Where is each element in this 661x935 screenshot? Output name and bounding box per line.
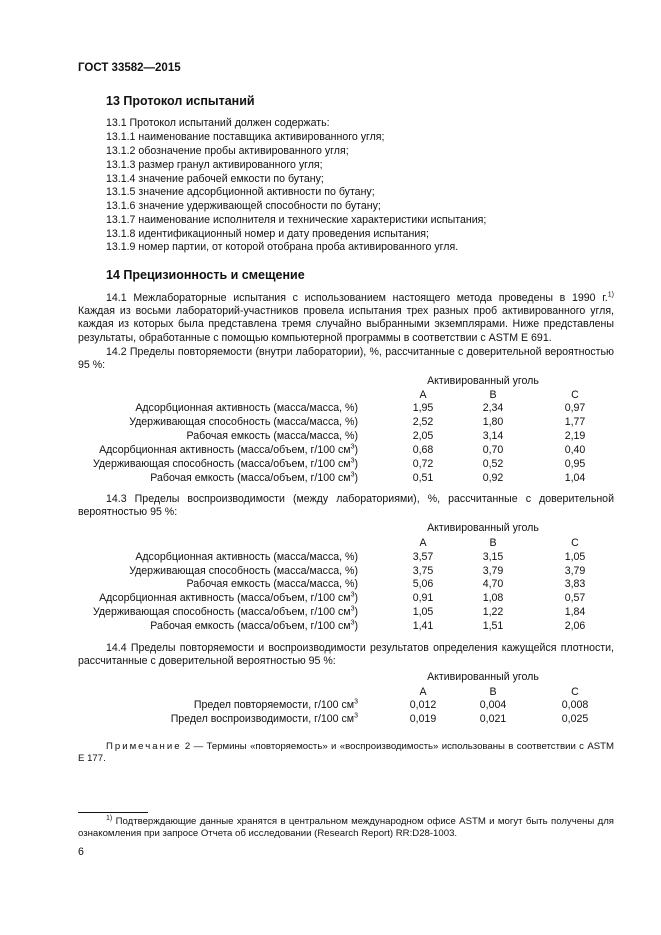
cell-a: 2,52 bbox=[412, 416, 434, 428]
cell-a: 1,95 bbox=[412, 402, 434, 414]
column-header: B bbox=[489, 686, 497, 698]
row-label: Рабочая емкость (масса/объем, г/100 $см^3$) bbox=[150, 618, 358, 632]
row-label: Рабочая емкость (масса/объем, г/100 $см^3$) bbox=[150, 471, 358, 484]
document-header: ГОСТ 33582—2015 bbox=[78, 62, 181, 74]
cell-c: 0,97 bbox=[564, 402, 586, 414]
table-row bbox=[78, 472, 614, 485]
row-label: Рабочая емкость (масса/масса, %) bbox=[186, 578, 358, 591]
cell-c: 3,79 bbox=[564, 564, 586, 577]
table-caption: Активированный уголь bbox=[427, 375, 539, 387]
cell-b: 1,22 bbox=[482, 605, 504, 618]
table-caption: Активированный уголь bbox=[427, 671, 539, 683]
cell-a: 1,41 bbox=[412, 619, 434, 632]
table-row bbox=[78, 430, 614, 443]
column-header: B bbox=[489, 389, 497, 401]
cell-b: 1,51 bbox=[482, 619, 504, 632]
list-item: 13.1.2 обозначение пробы активированного угля; bbox=[106, 145, 349, 157]
cell-a: 2,05 bbox=[412, 430, 434, 442]
cell-a: 0,012 bbox=[409, 699, 437, 711]
column-header: C bbox=[571, 537, 579, 549]
paragraph-14-1: 14.1 Межлабораторные испытания с использованием настоящего метода проведены в 1990 г.$^{1)}$ Каждая из восьми лабораторий-участников провела испытания трех разных проб активированного угля, каждая из которых была представлена тремя случайно выбранными экземплярами. Ниже представлены результаты, обработанные с помощью компьютерной программы в соответствии с ASTM E 691. bbox=[78, 291, 614, 344]
cell-c: 2,06 bbox=[564, 619, 586, 632]
cell-b: 3,15 bbox=[482, 551, 504, 563]
cell-c: 0,40 bbox=[564, 444, 586, 456]
page-number: 6 bbox=[78, 846, 84, 858]
list-item: 13.1.6 значение удерживающей способности по бутану; bbox=[106, 200, 381, 212]
cell-b: 0,70 bbox=[482, 444, 504, 456]
row-label: Рабочая емкость (масса/масса, %) bbox=[186, 430, 358, 442]
table-row bbox=[78, 444, 614, 457]
paragraph-14-3: 14.3 Пределы воспроизводимости (между лабораториями), %, рассчитанные с доверительной вероятностью 95 %: bbox=[78, 493, 614, 519]
table-header-row bbox=[78, 537, 614, 550]
footnote-divider bbox=[78, 812, 148, 813]
table-row bbox=[78, 620, 614, 633]
list-item: 13.1.5 значение адсорбционной активности по бутану; bbox=[106, 186, 375, 198]
cell-c: 0,95 bbox=[564, 458, 586, 470]
column-header: C bbox=[571, 686, 579, 698]
column-header: B bbox=[489, 537, 497, 549]
cell-b: 0,004 bbox=[479, 699, 507, 711]
cell-c: 1,84 bbox=[564, 605, 586, 618]
note-label: Примечание bbox=[106, 741, 182, 752]
cell-a: 5,06 bbox=[412, 578, 434, 591]
row-label: Адсорбционная активность (масса/масса, %) bbox=[135, 402, 358, 414]
table-row bbox=[78, 592, 614, 605]
footnote-ref: 1) bbox=[607, 291, 614, 299]
table-row bbox=[78, 458, 614, 471]
row-label: Удерживающая способность (масса/масса, %) bbox=[129, 416, 358, 428]
table-row bbox=[78, 606, 614, 619]
list-item: 13.1.4 значение рабочей емкости по бутану; bbox=[106, 173, 324, 185]
cell-b: 1,80 bbox=[482, 416, 504, 428]
list-item: 13.1.8 идентификационный номер и дату проведения испытания; bbox=[106, 228, 429, 240]
cell-a: 3,75 bbox=[412, 564, 434, 577]
cell-c: 1,05 bbox=[564, 551, 586, 563]
cell-a: 0,68 bbox=[412, 444, 434, 456]
table-row bbox=[78, 402, 614, 415]
cell-a: 0,91 bbox=[412, 592, 434, 605]
column-header: A bbox=[419, 537, 427, 549]
note: Примечание 2 — Термины «повторяемость» и «воспроизводимость» использованы в соответствии с ASTM E 177. bbox=[78, 741, 614, 764]
cell-c: 0,008 bbox=[561, 699, 589, 711]
cell-a: 1,05 bbox=[412, 605, 434, 618]
table-header-row bbox=[78, 686, 614, 699]
cell-c: 3,83 bbox=[564, 578, 586, 591]
cell-c: 0,025 bbox=[561, 713, 589, 725]
column-header: C bbox=[571, 389, 579, 401]
row-label: Адсорбционная активность (масса/объем, г/100 $см^3$) bbox=[99, 443, 358, 456]
cell-b: 2,34 bbox=[482, 402, 504, 414]
section-14-title: 14 Прецизионность и смещение bbox=[106, 268, 305, 282]
cell-a: 3,57 bbox=[412, 551, 434, 563]
table-header-row bbox=[78, 389, 614, 402]
cell-b: 0,52 bbox=[482, 458, 504, 470]
column-header: A bbox=[419, 389, 427, 401]
list-item: 13.1.1 наименование поставщика активированного угля; bbox=[106, 131, 385, 143]
cell-b: 3,79 bbox=[482, 564, 504, 577]
row-label: Удерживающая способность (масса/объем, г/100 $см^3$) bbox=[92, 605, 358, 618]
cell-b: 3,14 bbox=[482, 430, 504, 442]
list-item: 13.1.3 размер гранул активированного угля; bbox=[106, 159, 323, 171]
cell-c: 1,04 bbox=[564, 472, 586, 484]
list-item: 13.1.7 наименование исполнителя и технические характеристики испытания; bbox=[106, 214, 487, 226]
table-row bbox=[78, 699, 614, 712]
table-row bbox=[78, 578, 614, 591]
cell-a: 0,72 bbox=[412, 458, 434, 470]
section-13-title: 13 Протокол испытаний bbox=[106, 94, 255, 108]
row-label: Адсорбционная активность (масса/масса, %) bbox=[135, 551, 358, 563]
row-label: Предел повторяемости, г/100 $см^3$ bbox=[193, 698, 358, 711]
cell-c: 1,77 bbox=[564, 416, 586, 428]
table-row bbox=[78, 565, 614, 578]
footnote: $^{1)}$ Подтверждающие данные хранятся в центральном международном офисе ASTM и могут быть получены для ознакомления при запросе Отчета об исследовании (Research Report) RR:D28-1003. bbox=[78, 814, 614, 839]
row-label: Адсорбционная активность (масса/объем, г/100 $см^3$) bbox=[99, 591, 358, 605]
cell-a: 0,51 bbox=[412, 472, 434, 484]
table-row bbox=[78, 416, 614, 429]
paragraph-14-2: 14.2 Пределы повторяемости (внутри лаборатории), %, рассчитанные с доверительной вероятностью 95 %: bbox=[78, 346, 614, 372]
list-item: 13.1 Протокол испытаний должен содержать: bbox=[106, 117, 330, 129]
cell-b: 4,70 bbox=[482, 578, 504, 591]
row-label: Удерживающая способность (масса/масса, %) bbox=[129, 564, 358, 577]
cell-b: 0,021 bbox=[479, 713, 507, 725]
cell-a: 0,019 bbox=[409, 713, 437, 725]
list-item: 13.1.9 номер партии, от которой отобрана проба активированного угля. bbox=[106, 241, 459, 253]
cell-c: 0,57 bbox=[564, 592, 586, 605]
cell-b: 1,08 bbox=[482, 592, 504, 605]
row-label: Удерживающая способность (масса/объем, г/100 $см^3$) bbox=[92, 457, 358, 470]
cell-b: 0,92 bbox=[482, 472, 504, 484]
table-row bbox=[78, 713, 614, 726]
table-caption: Активированный уголь bbox=[427, 522, 539, 534]
row-label: Предел воспроизводимости, г/100 $см^3$ bbox=[170, 712, 358, 725]
paragraph-14-4: 14.4 Пределы повторяемости и воспроизводимости результатов определения кажущейся плотности, рассчитанные с доверительной вероятностью 95 %: bbox=[78, 642, 614, 668]
table-row bbox=[78, 551, 614, 564]
column-header: A bbox=[419, 686, 427, 698]
cell-c: 2,19 bbox=[564, 430, 586, 442]
